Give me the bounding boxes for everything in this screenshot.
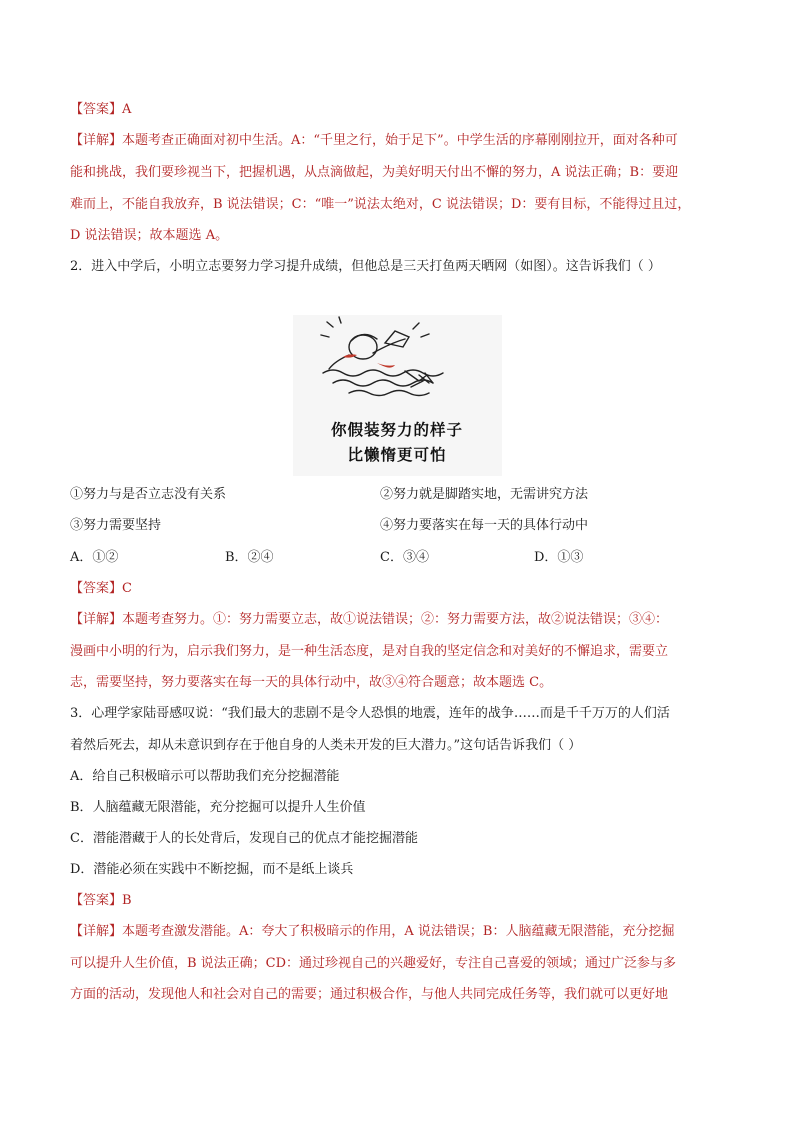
detail-line: 难而上，不能自我放弃，B 说法错误；C：“唯一”说法太绝对，C 说法错误；D：要有目标，不能得过且过， (70, 197, 691, 212)
detail-line: 漫画中小明的行为，启示我们努力，是一种生活态度，是对自我的坚定信念和对美好的不懈追求，需要立 (70, 644, 669, 659)
detail-text: 本题考查努力。①：努力需要立志，故①说法错误；②：努力需要方法，故②说法错误；③④： (122, 612, 669, 627)
statement-1: ①努力与是否立志没有关系 (70, 487, 227, 502)
detail-line (70, 131, 678, 151)
option-c: C．③④ (380, 550, 429, 565)
option-b: B．②④ (225, 550, 274, 565)
answer-line-3 (70, 891, 132, 911)
option-d: D．潜能必须在实践中不断挖掘，而不是纸上谈兵 (70, 862, 354, 877)
question-3-stem: 3．心理学家陆哥感叹说：“我们最大的悲剧不是令人恐惧的地震，连年的战争……而是千千万万的人们活 (70, 706, 670, 721)
detail-line: 方面的活动，发现他人和社会对自己的需要；通过积极合作，与他人共同完成任务等，我们就可以更好地 (70, 987, 669, 1002)
question-2-stem: 2．进入中学后，小明立志要努力学习提升成绩，但他总是三天打鱼两天晒网（如图）。这告诉我们（ ） (70, 259, 661, 274)
detail-line: D 说法错误；故本题选 A。 (70, 228, 229, 243)
comic-caption-line-2: 比懒惰更可怕 (347, 446, 447, 464)
answer-tag: 【答案】 (70, 893, 123, 908)
question-3-stem: 着然后死去，却从未意识到存在于他自身的人类未开发的巨大潜力。”这句话告诉我们（ ） (70, 738, 582, 753)
comic-caption-line-1: 你假装努力的样子 (330, 421, 464, 439)
option-b: B．人脑蕴藏无限潜能，充分挖掘可以提升人生价值 (70, 800, 366, 815)
detail-line: 可以提升人生价值，B 说法正确；CD：通过珍视自己的兴趣爱好，专注自己喜爱的领域；通过广泛参与多 (70, 956, 677, 971)
detail-tag: 【详解】 (70, 612, 123, 627)
detail-tag: 【详解】 (70, 133, 123, 148)
option-d: D．①③ (534, 550, 584, 565)
answer-line-2 (70, 579, 132, 599)
answer-tag: 【答案】 (70, 581, 123, 596)
option-c: C．潜能潜藏于人的长处背后，发现自己的优点才能挖掘潜能 (70, 831, 418, 846)
detail-tag: 【详解】 (70, 924, 123, 939)
detail-text: 本题考查激发潜能。A：夸大了积极暗示的作用，A 说法错误；B：人脑蕴藏无限潜能，充分挖掘 (122, 924, 675, 939)
statement-4: ④努力要落实在每一天的具体行动中 (380, 518, 589, 533)
option-a: A．给自己积极暗示可以帮助我们充分挖掘潜能 (70, 769, 340, 784)
answer-tag: 【答案】 (70, 102, 123, 117)
statement-2: ②努力就是脚踏实地，无需讲究方法 (380, 487, 589, 502)
comic-drawing (293, 315, 502, 476)
answer-value: C (122, 581, 132, 596)
detail-line (70, 922, 674, 942)
comic-illustration (293, 315, 502, 476)
detail-line: 能和挑战，我们要珍视当下，把握机遇，从点滴做起，为美好明天付出不懈的努力，A 说法正确；B：要迎 (70, 165, 679, 180)
detail-line (70, 610, 668, 630)
statement-3: ③努力需要坚持 (70, 518, 162, 533)
answer-value: B (122, 893, 132, 908)
detail-line: 志，需要坚持，努力要落实在每一天的具体行动中，故③④符合题意；故本题选 C。 (70, 675, 553, 690)
answer-line-1 (70, 100, 131, 120)
answer-value: A (122, 102, 132, 117)
detail-text: 本题考查正确面对初中生活。A：“千里之行，始于足下”。中学生活的序幕刚刚拉开，面对各种可 (122, 133, 678, 148)
option-a: A．①② (70, 550, 119, 565)
